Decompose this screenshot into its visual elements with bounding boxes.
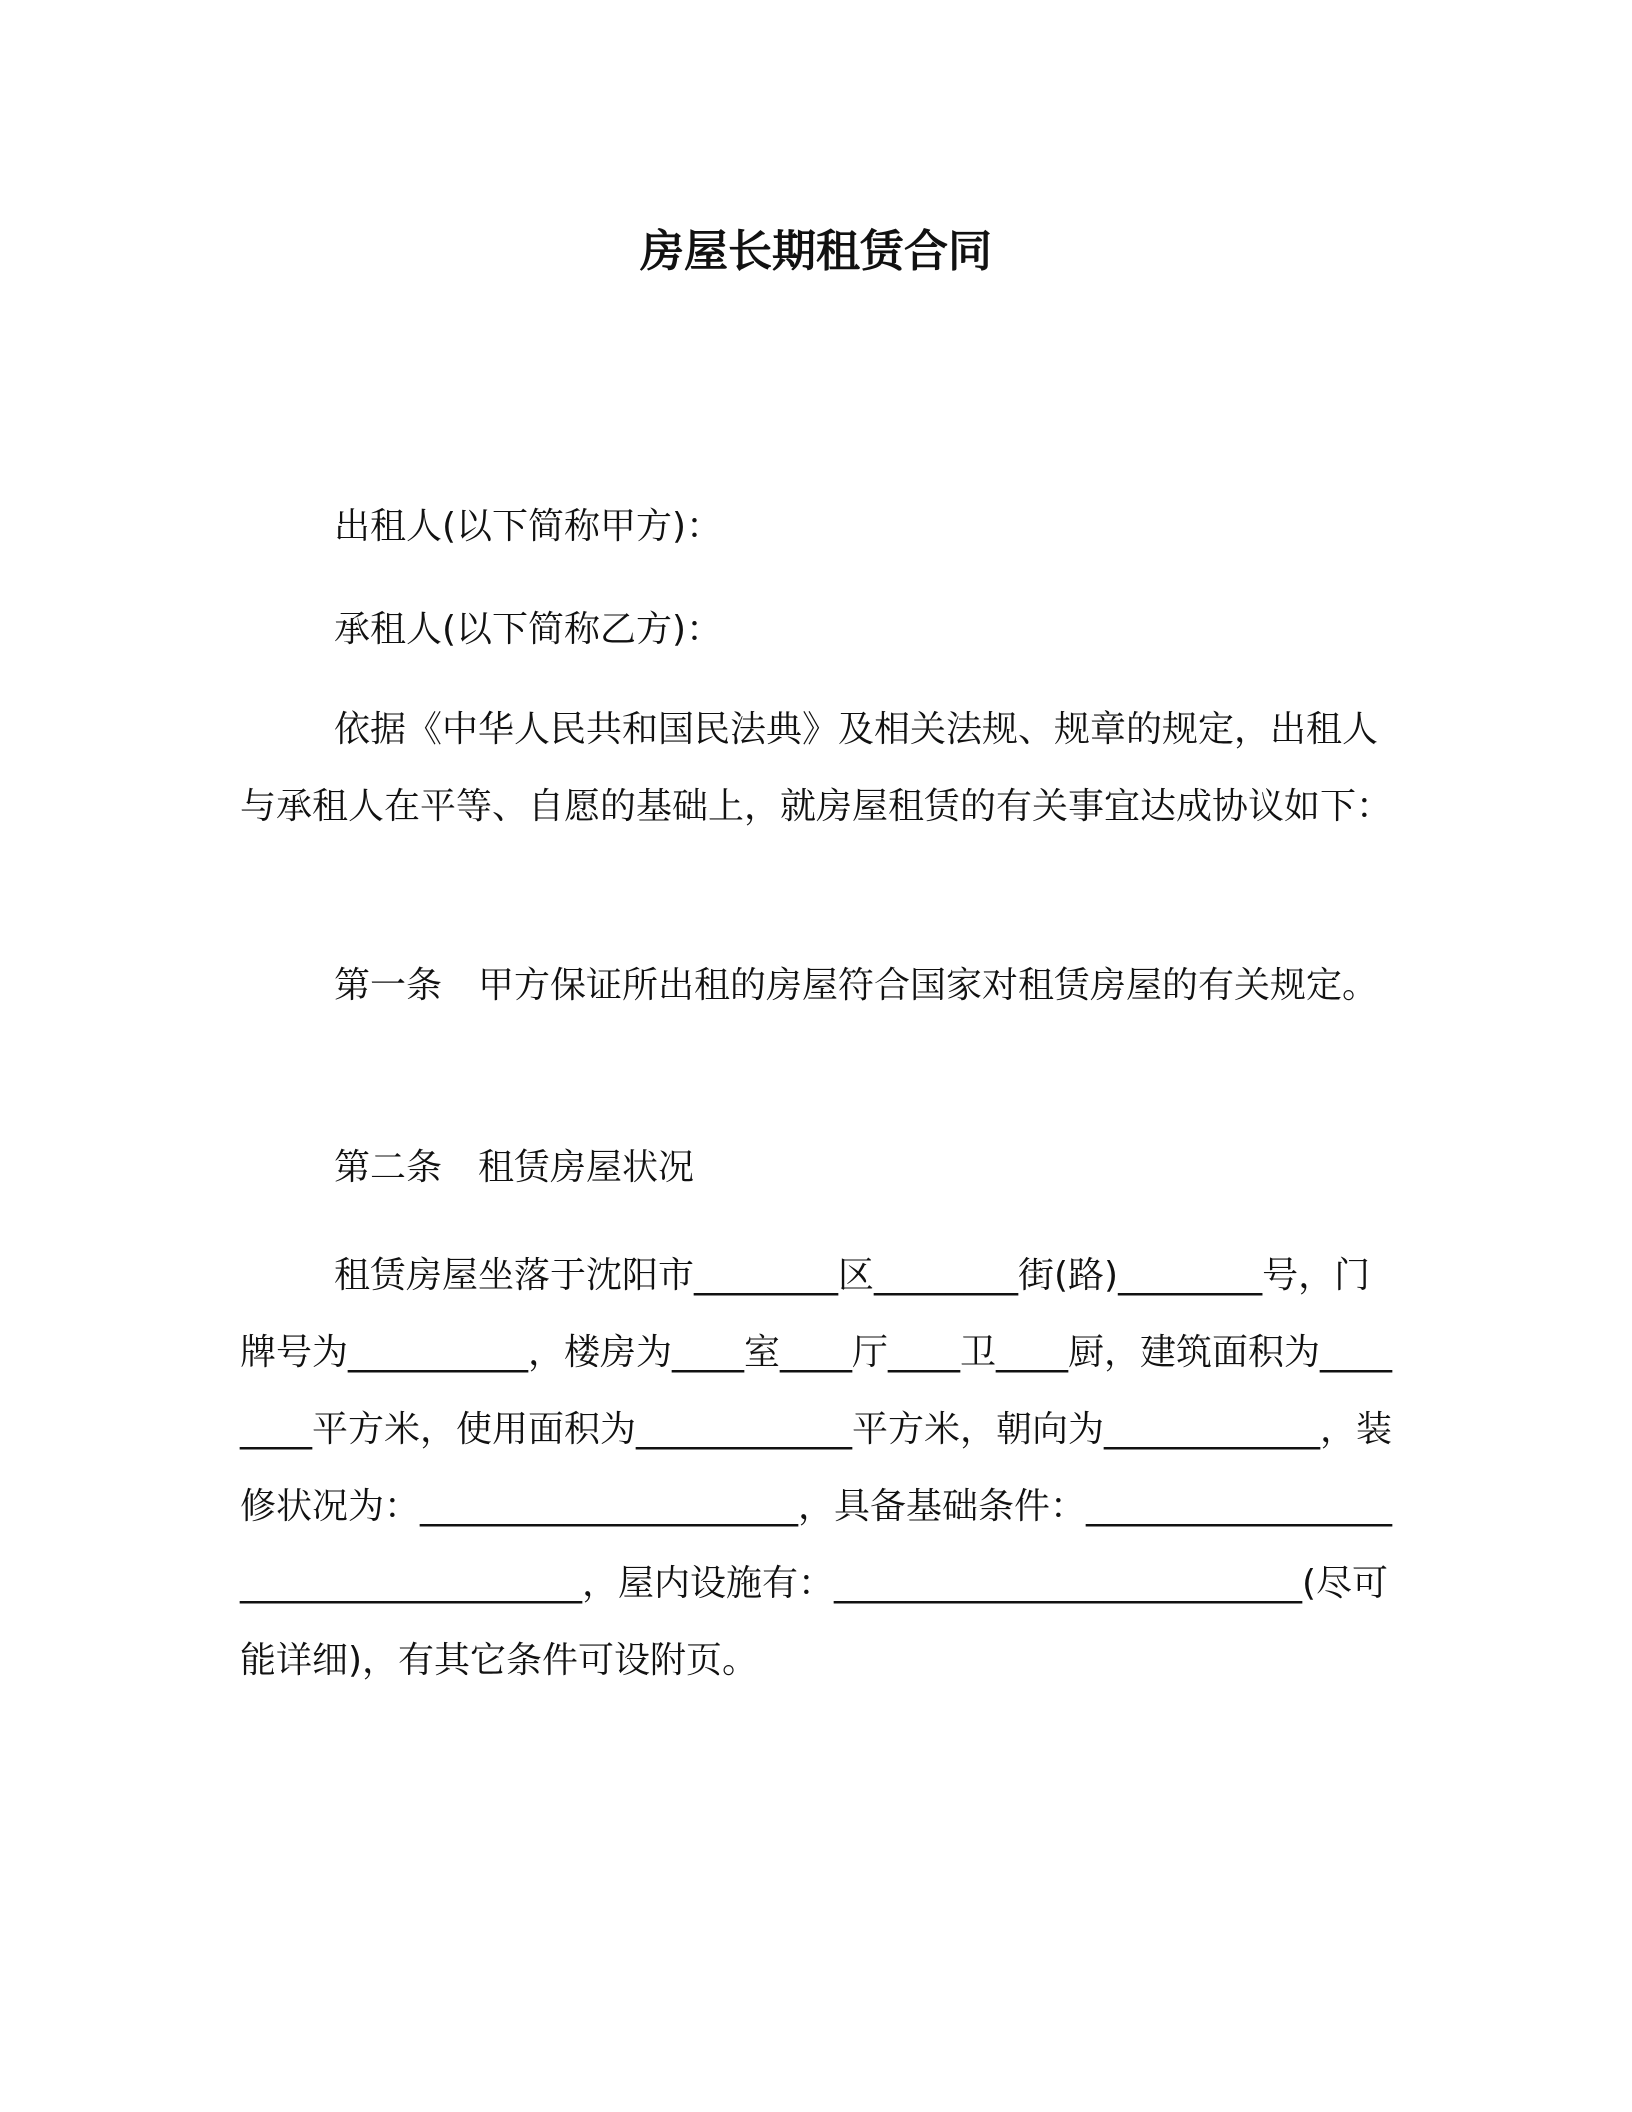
lessor-line: 出租人(以下简称甲方)： [334,506,723,547]
preamble-paragraph: 依据《中华人民共和国民法典》及相关法规、规章的规定，出租人与承租人在平等、自愿的基础上，就房屋租赁的有关事宜达成协议如下： [240,709,1393,827]
article-1-paragraph: 第一条 甲方保证所出租的房屋符合国家对租赁房屋的有关规定。 [334,965,1379,1006]
property-details-paragraph: 租赁房屋坐落于沈阳市________区________街(路)________号，门牌号为__________，楼房为____室____厅____卫____厨，建筑面积为________平方米，使用面积为____________平方米，朝向为____________，装修状况为：_____________________，具备基础条件：____________________________________，屋内设施有：__________________________(尽可能详细)，有其它条件可设附页。 [240,1255,1393,1681]
lessee-line: 承租人(以下简称乙方)： [334,609,723,650]
article-2-heading: 第二条 租赁房屋状况 [334,1147,695,1188]
document-title: 房屋长期租赁合同 [640,226,992,277]
